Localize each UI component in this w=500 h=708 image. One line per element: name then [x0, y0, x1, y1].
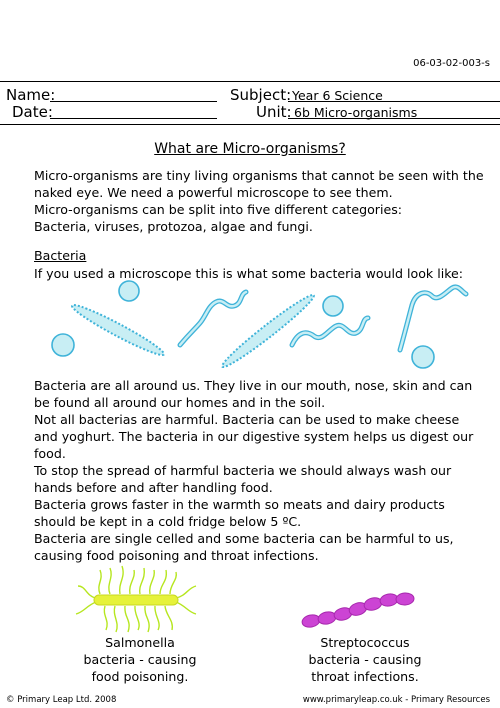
- name-label: Name:: [6, 86, 56, 104]
- salmonella-icon: [76, 566, 196, 632]
- streptococcus-caption: [290, 634, 440, 685]
- unit-label: Unit:: [256, 103, 292, 121]
- caption-line: bacteria - causing: [308, 652, 422, 667]
- intro-line: Bacteria, viruses, protozoa, algae and fungi.: [34, 219, 313, 234]
- caption-line: Salmonella: [105, 635, 175, 650]
- body-line: To stop the spread of harmful bacteria we should always wash our: [34, 463, 452, 478]
- salmonella-caption: [65, 634, 215, 685]
- subject-label: Subject:: [230, 86, 292, 104]
- body-line: be found all around our homes and in the soil.: [34, 395, 326, 410]
- body-line: hands before and after handling food.: [34, 480, 273, 495]
- body-line: causing food poisoning and throat infections.: [34, 548, 319, 563]
- body-line: Bacteria are single celled and some bacteria can be harmful to us,: [34, 531, 454, 546]
- body-line: Not all bacterias are harmful. Bacteria can be used to make cheese: [34, 412, 460, 427]
- date-label: Date:: [12, 103, 53, 121]
- caption-line: throat infections.: [311, 669, 419, 684]
- body-line: food.: [34, 446, 66, 461]
- footer-website: www.primaryleap.co.uk - Primary Resources: [302, 695, 490, 705]
- microscope-text: If you used a microscope this is what some bacteria would look like:: [34, 266, 464, 281]
- caption-line: bacteria - causing: [83, 652, 197, 667]
- subject-value: Year 6 Science: [292, 88, 383, 103]
- page-title: What are Micro-organisms?: [154, 141, 346, 157]
- intro-line: naked eye. We need a powerful microscope to see them.: [34, 185, 393, 200]
- intro-line: Micro-organisms are tiny living organisms that cannot be seen with the: [34, 168, 484, 183]
- spiral-bacteria-icon: [180, 287, 466, 350]
- sheet-code: 06-03-02-003-s: [413, 58, 490, 69]
- body-line: Bacteria are all around us. They live in our mouth, nose, skin and can: [34, 378, 473, 393]
- caption-line: food poisoning.: [91, 669, 189, 684]
- body-line: should be kept in a cold fridge below 5 ºC.: [34, 514, 302, 529]
- streptococcus-icon: [301, 592, 414, 628]
- body-line: and yoghurt. The bacteria in our digestive system helps us digest our: [34, 429, 474, 444]
- intro-line: Micro-organisms can be split into five different categories:: [34, 202, 403, 217]
- bacteria-paragraph: [34, 377, 484, 564]
- caption-line: Streptococcus: [320, 635, 410, 650]
- body-line: Bacteria grows faster in the warmth so meats and dairy products: [34, 497, 445, 512]
- footer-copyright: © Primary Leap Ltd. 2008: [6, 695, 117, 705]
- unit-value: 6b Micro-organisms: [294, 105, 418, 120]
- bacteria-heading: Bacteria: [34, 248, 87, 263]
